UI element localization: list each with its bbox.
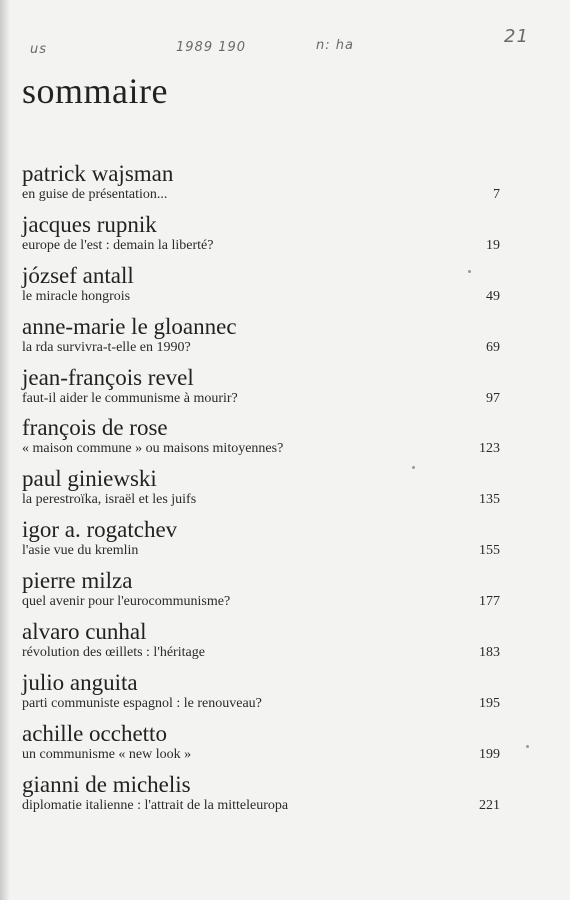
paper-speck [526,745,529,748]
toc-author: jean-françois revel [22,364,194,390]
toc-author: julio anguita [22,669,138,695]
toc-author: gianni de michelis [22,771,191,797]
handwritten-note: us [30,42,48,57]
toc-entry [22,162,500,213]
binding-shadow [0,0,10,900]
paper-speck [412,466,415,469]
toc-page-number: 19 [486,237,500,253]
toc-entry [22,366,500,417]
toc-article-title: faut-il aider le communisme à mourir? [22,390,238,406]
toc-entry [22,213,500,264]
toc-article-title: « maison commune » ou maisons mitoyennes? [22,441,284,457]
toc-entry [22,264,500,315]
toc-entry [22,620,500,671]
toc-author: anne-marie le gloannec [22,313,237,339]
page-title: sommaire [22,71,168,111]
handwritten-note: 21 [504,26,529,47]
toc-article-title: diplomatie italienne : l'attrait de la mitteleuropa [22,797,289,813]
toc-article-title: la rda survivra-t-elle en 1990? [22,339,191,355]
toc-page-number: 221 [479,797,500,813]
toc-entry [22,569,500,620]
toc-article-title: le miracle hongrois [22,288,131,304]
toc-entry [22,315,500,366]
toc-author: patrick wajsman [22,161,174,186]
toc-article-title: europe de l'est : demain la liberté? [22,237,214,253]
toc-author: igor a. rogatchev [22,517,178,543]
toc-page-number: 177 [479,594,500,610]
toc-entry [22,773,500,824]
toc-author: jacques rupnik [22,211,157,237]
toc-page-number: 7 [493,187,500,202]
toc-page-number: 97 [486,390,500,406]
toc-article-title: quel avenir pour l'eurocommunisme? [22,594,231,610]
toc-entry [22,518,500,569]
toc-page-number: 135 [479,492,500,508]
toc-article-title: la perestroïka, israël et les juifs [22,492,197,508]
toc-author: józsef antall [22,262,134,288]
toc-entry [22,467,500,518]
toc-article-title: un communisme « new look » [22,746,192,762]
toc-article-title: en guise de présentation... [22,187,168,202]
toc-article-title: parti communiste espagnol : le renouveau? [22,695,262,711]
toc-page-number: 183 [479,645,500,661]
toc-article-title: l'asie vue du kremlin [22,543,139,559]
handwritten-note: n: ha [316,38,354,53]
toc-entry [22,416,500,467]
toc-author: paul giniewski [22,466,157,492]
handwritten-annotations [0,22,570,72]
table-of-contents [22,162,500,824]
toc-article-title: révolution des œillets : l'héritage [22,645,205,661]
toc-author: pierre milza [22,568,133,594]
toc-entry [22,722,500,773]
handwritten-note: 1989 190 [176,40,247,55]
toc-page-number: 155 [479,543,500,559]
toc-page-number: 123 [479,441,500,457]
toc-page-number: 199 [479,746,500,762]
toc-entry [22,671,500,722]
toc-page-number: 69 [486,339,500,355]
toc-page-number: 195 [479,695,500,711]
toc-page-number: 49 [486,288,500,304]
paper-speck [468,270,471,273]
toc-author: françois de rose [22,415,168,441]
toc-author: achille occhetto [22,720,167,746]
toc-author: alvaro cunhal [22,619,147,645]
